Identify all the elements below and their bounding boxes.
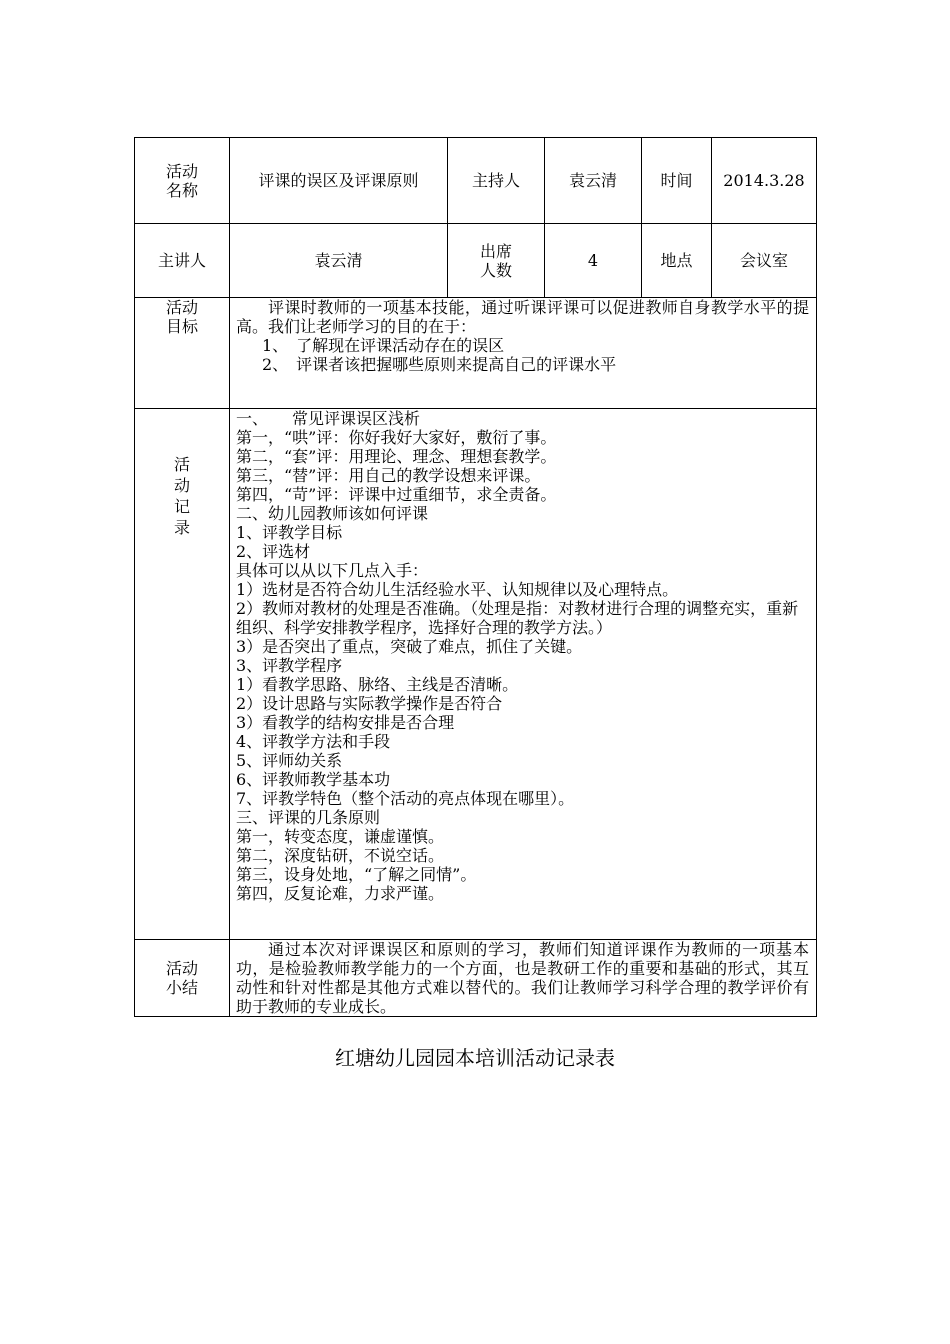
record-line: 1）选材是否符合幼儿生活经验水平、认知规律以及心理特点。: [236, 580, 679, 599]
summary-label: 活动 小结: [135, 940, 230, 1017]
summary-text: 通过本次对评课误区和原则的学习，教师们知道评课作为教师的一项基本功，是检验教师教学能力的一个方面，也是教研工作的重要和基础的形式，其互动性和针对性都是其他方式难以替代的。我们让教师学习科学合理的教学评价有助于教师的专业成长。: [236, 940, 809, 1016]
activity-name-value: 评课的误区及评课原则: [230, 138, 448, 224]
location-label: 地点: [642, 224, 712, 298]
record-line: 第三，设身处地，“了解之同情”。: [236, 865, 477, 884]
record-line: 三、评课的几条原则: [236, 808, 381, 827]
footer-title: 红塘幼儿园园本培训活动记录表: [335, 1046, 615, 1070]
record-line: 1）看教学思路、脉络、主线是否清晰。: [236, 675, 519, 694]
record-line: 3）看教学的结构安排是否合理: [236, 713, 455, 732]
record-line: 1、评教学目标: [236, 523, 343, 542]
host-value: 袁云清: [545, 138, 642, 224]
record-line: 第一，“哄”评：你好我好大家好，敷衍了事。: [236, 428, 557, 447]
record-line: 第一，转变态度，谦虚谨慎。: [236, 827, 445, 846]
record-line: 一、 常见评课误区浅析: [236, 409, 421, 428]
goals-content: [230, 298, 817, 409]
goals-intro: 评课时教师的一项基本技能，通过听课评课可以促进教师自身教学水平的提高。我们让老师学习的目的在于：: [236, 298, 809, 336]
activity-name-label: 活动 名称: [135, 138, 230, 224]
row-activity-name: [135, 138, 817, 224]
location-value: 会议室: [712, 224, 817, 298]
record-line: 2）教师对教材的处理是否准确。（处理是指：对教材进行合理的调整充实，重新组织、科学安排教学程序，选择好合理的教学方法。）: [236, 599, 799, 637]
attendees-value: 4: [545, 224, 642, 298]
record-line: 3、评教学程序: [236, 656, 343, 675]
goals-item: 2、 评课者该把握哪些原则来提高自己的评课水平: [262, 355, 617, 374]
record-line: 5、评师幼关系: [236, 751, 343, 770]
record-line: 二、幼儿园教师该如何评课: [236, 504, 429, 523]
summary-content: [230, 940, 817, 1017]
goals-item: 1、 了解现在评课活动存在的误区: [262, 336, 505, 355]
row-speaker: [135, 224, 817, 298]
record-line: 第三，“替”评：用自己的教学设想来评课。: [236, 466, 541, 485]
speaker-value: 袁云清: [230, 224, 448, 298]
record-line: 4、评教学方法和手段: [236, 732, 391, 751]
record-line: 3）是否突出了重点，突破了难点，抓住了关键。: [236, 637, 583, 656]
attendees-label: 出席 人数: [448, 224, 545, 298]
record-lines: [230, 409, 816, 903]
record-line: 2、评选材: [236, 542, 311, 561]
host-label: 主持人: [448, 138, 545, 224]
time-label: 时间: [642, 138, 712, 224]
record-line: 第四，“苛”评：评课中过重细节，求全责备。: [236, 485, 557, 504]
record-line: 第二，深度钻研，不说空话。: [236, 846, 445, 865]
record-line: 6、评教师教学基本功: [236, 770, 391, 789]
activity-record-table: [134, 137, 817, 1017]
record-line: 具体可以从以下几点入手：: [236, 561, 429, 580]
row-record: [135, 409, 817, 940]
record-line: 第四，反复论难，力求严谨。: [236, 884, 445, 903]
record-line: 2）设计思路与实际教学操作是否符合: [236, 694, 503, 713]
goals-label: 活动 目标: [135, 298, 230, 409]
time-value: 2014.3.28: [712, 138, 817, 224]
row-goals: [135, 298, 817, 409]
record-content: [230, 409, 817, 940]
row-summary: [135, 940, 817, 1017]
speaker-label: 主讲人: [135, 224, 230, 298]
record-line: 第二，“套”评：用理论、理念、理想套教学。: [236, 447, 557, 466]
record-line: 7、评教学特色（整个活动的亮点体现在哪里）。: [236, 789, 575, 808]
record-label: 活 动 记 录: [135, 409, 230, 940]
